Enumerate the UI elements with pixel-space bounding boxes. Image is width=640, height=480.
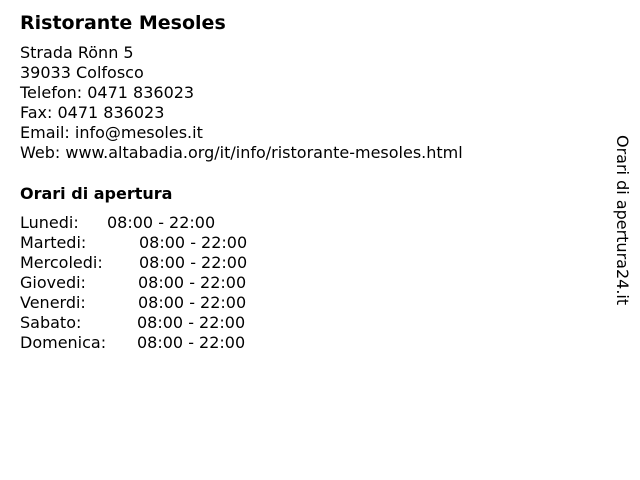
fax-number: Fax: 0471 836023 [20,103,165,122]
day-label: Sabato: [20,313,82,332]
time-range: 08:00 - 22:00 [138,273,247,292]
time-range: 08:00 - 22:00 [138,293,247,312]
email-address: Email: info@mesoles.it [20,123,203,142]
day-label: Giovedi: [20,273,86,292]
contact-block [20,43,463,163]
day-label: Lunedi: [20,213,79,232]
business-name: Ristorante Mesoles [20,12,226,34]
day-label: Venerdi: [20,293,86,312]
day-label: Domenica: [20,333,107,352]
time-range: 08:00 - 22:00 [137,313,246,332]
website-link: Web: www.altabadia.org/it/info/ristorante-mesoles.html [20,143,463,162]
time-range: 08:00 - 22:00 [139,233,248,252]
day-label: Mercoledi: [20,253,103,272]
day-label: Martedi: [20,233,87,252]
opening-hours-heading: Orari di apertura [20,184,173,203]
time-range: 08:00 - 22:00 [139,253,248,272]
city-postal: 39033 Colfosco [20,63,144,82]
phone-number: Telefon: 0471 836023 [20,83,195,102]
site-watermark: Orari di apertura24.it [613,135,632,306]
time-range: 08:00 - 22:00 [107,213,216,232]
street-address: Strada Rönn 5 [20,43,134,62]
time-range: 08:00 - 22:00 [137,333,246,352]
